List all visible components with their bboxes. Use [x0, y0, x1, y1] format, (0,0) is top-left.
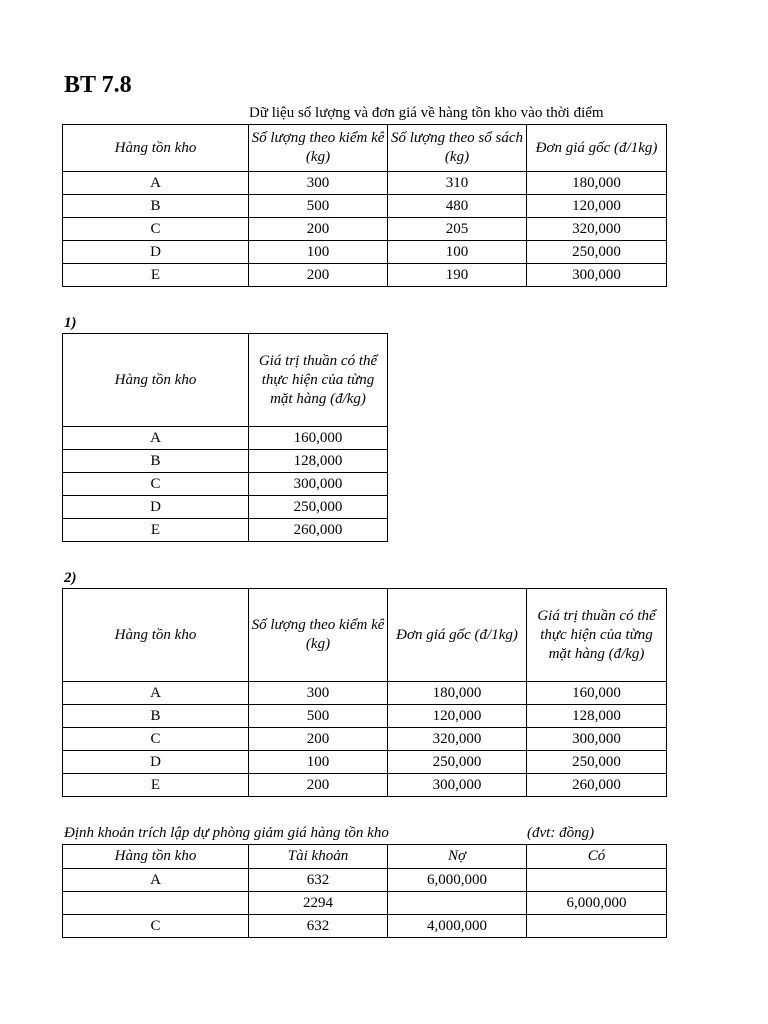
table-cell: 260,000 — [249, 519, 388, 542]
header-cell: Có — [527, 845, 667, 869]
table-cell: 200 — [249, 728, 388, 751]
table-cell: A — [63, 682, 249, 705]
table-cell: 250,000 — [249, 496, 388, 519]
table-row — [63, 427, 388, 450]
table-cell: E — [63, 264, 249, 287]
table-cell: 300,000 — [249, 473, 388, 496]
table-row — [63, 496, 388, 519]
table-cell — [527, 869, 667, 892]
table-row — [63, 450, 388, 473]
table-cell: B — [63, 450, 249, 473]
header-cell: Nợ — [388, 845, 527, 869]
table-cell: 632 — [249, 869, 388, 892]
header-cell: Hàng tồn kho — [63, 845, 249, 869]
page-title: BT 7.8 — [64, 72, 132, 98]
table-cell: 180,000 — [388, 682, 527, 705]
table-cell: 200 — [249, 264, 388, 287]
table-cell: 100 — [388, 241, 527, 264]
table-row — [63, 519, 388, 542]
table-cell: 632 — [249, 915, 388, 938]
header-cell: Hàng tồn kho — [63, 589, 249, 682]
table-cell: 300,000 — [527, 264, 667, 287]
table-cell: 300,000 — [527, 728, 667, 751]
table-cell: 310 — [388, 172, 527, 195]
table-cell: 4,000,000 — [388, 915, 527, 938]
table-cell: 6,000,000 — [527, 892, 667, 915]
table-row — [63, 241, 667, 264]
table-cell: 120,000 — [527, 195, 667, 218]
table-cell: D — [63, 751, 249, 774]
table-cell: 320,000 — [527, 218, 667, 241]
inventory-data-table — [62, 124, 667, 287]
table-row — [63, 728, 667, 751]
table-cell — [63, 892, 249, 915]
table-cell: B — [63, 195, 249, 218]
header-cell: Số lượng theo kiểm kê (kg) — [249, 125, 388, 172]
table-cell: 6,000,000 — [388, 869, 527, 892]
table-cell: D — [63, 241, 249, 264]
table-cell: A — [63, 172, 249, 195]
table-cell: 160,000 — [527, 682, 667, 705]
table-cell: 180,000 — [527, 172, 667, 195]
table-cell — [527, 915, 667, 938]
table-cell: 500 — [249, 195, 388, 218]
table-cell: 480 — [388, 195, 527, 218]
table-row — [63, 172, 667, 195]
table1-caption: Dữ liệu số lượng và đơn giá về hàng tồn kho vào thời điểm — [249, 105, 604, 121]
comparison-table — [62, 588, 667, 797]
table-row — [63, 915, 667, 938]
table-cell: 320,000 — [388, 728, 527, 751]
table-cell: 260,000 — [527, 774, 667, 797]
table-cell: A — [63, 869, 249, 892]
table-cell: C — [63, 915, 249, 938]
table-cell: 300 — [249, 682, 388, 705]
table-cell: E — [63, 519, 249, 542]
header-cell: Hàng tồn kho — [63, 334, 249, 427]
table-cell: 250,000 — [388, 751, 527, 774]
table-row — [63, 264, 667, 287]
table-cell: 300,000 — [388, 774, 527, 797]
table-cell: 200 — [249, 218, 388, 241]
table-cell: 120,000 — [388, 705, 527, 728]
table-row — [63, 869, 667, 892]
table-cell: 500 — [249, 705, 388, 728]
table-cell — [388, 892, 527, 915]
table-row — [63, 218, 667, 241]
table-row — [63, 892, 667, 915]
table-row — [63, 751, 667, 774]
table-cell: C — [63, 218, 249, 241]
table-row — [63, 682, 667, 705]
table-cell: 2294 — [249, 892, 388, 915]
table-cell: 190 — [388, 264, 527, 287]
table-row — [63, 195, 667, 218]
table-cell: 250,000 — [527, 241, 667, 264]
table-cell: 250,000 — [527, 751, 667, 774]
table-cell: 205 — [388, 218, 527, 241]
header-cell: Hàng tồn kho — [63, 125, 249, 172]
header-cell: Tài khoản — [249, 845, 388, 869]
table-cell: 300 — [249, 172, 388, 195]
table-cell: C — [63, 728, 249, 751]
table-cell: D — [63, 496, 249, 519]
journal-caption: Định khoản trích lập dự phòng giảm giá hàng tồn kho — [64, 825, 389, 841]
unit-note: (đvt: đồng) — [527, 825, 595, 841]
header-cell: Đơn giá gốc (đ/1kg) — [388, 589, 527, 682]
table-row — [63, 473, 388, 496]
header-cell: Giá trị thuần có thể thực hiện của từng mặt hàng (đ/kg) — [527, 589, 667, 682]
header-cell: Đơn giá gốc (đ/1kg) — [527, 125, 667, 172]
table-cell: 160,000 — [249, 427, 388, 450]
table-cell: B — [63, 705, 249, 728]
table-cell: 128,000 — [527, 705, 667, 728]
table-cell: 100 — [249, 751, 388, 774]
header-cell: Giá trị thuần có thể thực hiện của từng mặt hàng (đ/kg) — [249, 334, 388, 427]
header-cell: Số lượng theo kiểm kê (kg) — [249, 589, 388, 682]
table-cell: 100 — [249, 241, 388, 264]
journal-entry-table — [62, 844, 667, 938]
section2-label: 2) — [64, 570, 77, 586]
table-row — [63, 705, 667, 728]
net-realizable-value-table — [62, 333, 388, 542]
table-cell: C — [63, 473, 249, 496]
table-cell: 128,000 — [249, 450, 388, 473]
table-cell: A — [63, 427, 249, 450]
table-cell: 200 — [249, 774, 388, 797]
table-cell: E — [63, 774, 249, 797]
table-row — [63, 774, 667, 797]
header-cell: Số lượng theo sổ sách (kg) — [388, 125, 527, 172]
section1-label: 1) — [64, 315, 77, 331]
